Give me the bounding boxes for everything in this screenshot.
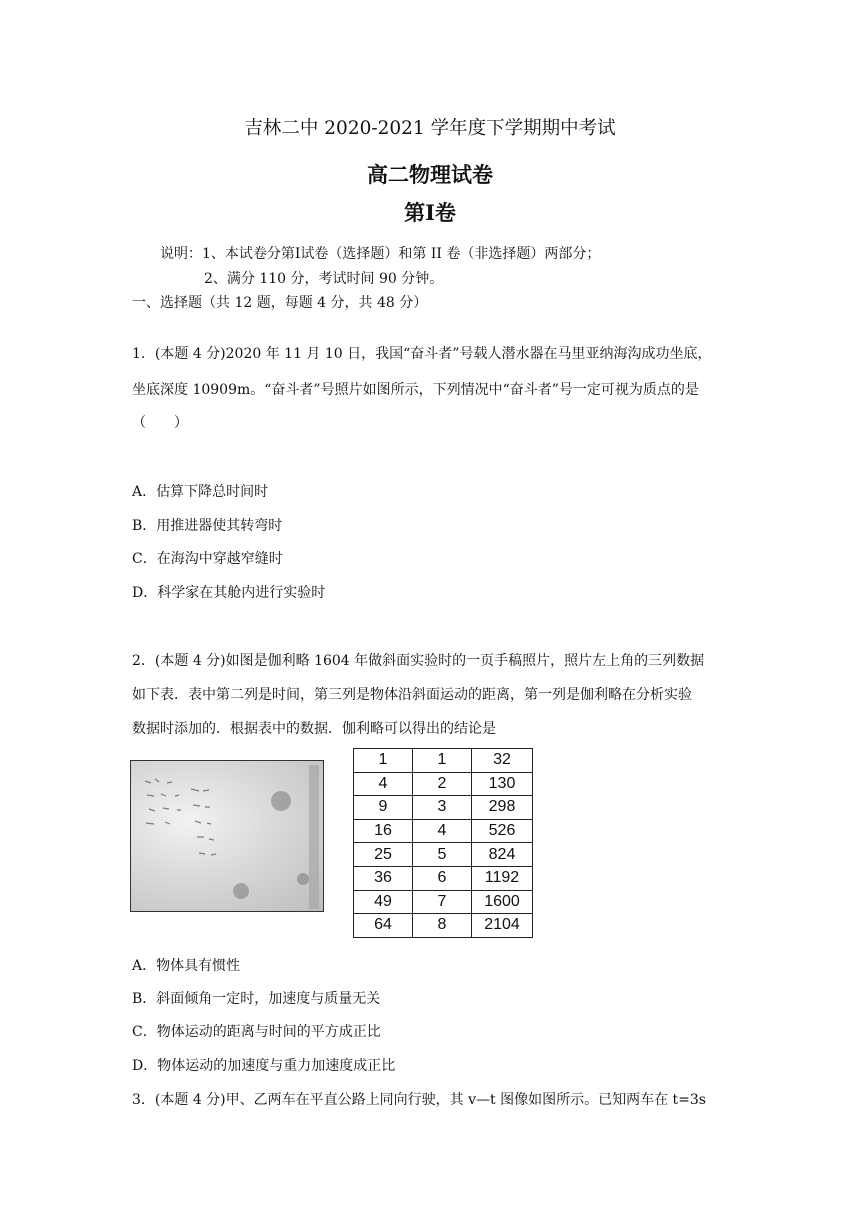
question-1-option-c: C．在海沟中穿越窄缝时 — [132, 551, 283, 567]
question-2-option-b: B．斜面倾角一定时，加速度与质量无关 — [132, 991, 381, 1007]
table-cell: 32 — [472, 749, 533, 773]
question-2-line-1: 2．(本题 4 分)如图是伽利略 1604 年做斜面实验时的一页手稿照片，照片左上角的三列数据 — [132, 653, 705, 669]
table-cell: 2 — [413, 772, 472, 796]
question-1-line-1: 1．(本题 4 分)2020 年 11 月 10 日，我国“奋斗者”号载人潜水器在马里亚纳海沟成功坐底， — [132, 346, 712, 362]
note-line-1: 说明：1、本试卷分第Ⅰ试卷（选择题）和第 II 卷（非选择题）两部分； — [160, 246, 601, 262]
table-cell: 6 — [413, 866, 472, 890]
exam-title: 高二物理试卷 — [367, 162, 493, 187]
galileo-data-table — [353, 748, 533, 938]
question-2-line-3: 数据时添加的．根据表中的数据．伽利略可以得出的结论是 — [132, 721, 496, 737]
note-line-2: 2、满分 110 分，考试时间 90 分钟。 — [204, 271, 444, 287]
section-heading: 一、选择题（共 12 题，每题 4 分，共 48 分） — [132, 295, 428, 311]
table-cell: 7 — [413, 890, 472, 914]
table-cell: 130 — [472, 772, 533, 796]
table-row — [354, 796, 533, 820]
table-cell: 526 — [472, 819, 533, 843]
question-2-option-c: C．物体运动的距离与时间的平方成正比 — [132, 1024, 381, 1040]
table-cell: 1 — [413, 749, 472, 773]
question-2-line-2: 如下表．表中第二列是时间，第三列是物体沿斜面运动的距离，第一列是伽利略在分析实验 — [132, 687, 692, 703]
table-cell: 4 — [354, 772, 413, 796]
table-row — [354, 819, 533, 843]
question-1-line-2: 坐底深度 10909m。“奋斗者”号照片如图所示，下列情况中“奋斗者”号一定可视为质点的是 — [132, 382, 699, 398]
table-cell: 824 — [472, 843, 533, 867]
table-cell: 36 — [354, 866, 413, 890]
school-exam-line: 吉林二中 2020-2021 学年度下学期期中考试 — [244, 118, 616, 139]
table-cell: 8 — [413, 914, 472, 938]
table-cell: 1 — [354, 749, 413, 773]
table-cell: 9 — [354, 796, 413, 820]
table-row — [354, 843, 533, 867]
table-cell: 1192 — [472, 866, 533, 890]
table-cell: 5 — [413, 843, 472, 867]
question-1-option-d: D．科学家在其舱内进行实验时 — [132, 585, 326, 601]
table-cell: 16 — [354, 819, 413, 843]
question-1-line-3: （ ） — [132, 415, 188, 431]
table-cell: 4 — [413, 819, 472, 843]
table-row — [354, 749, 533, 773]
table-cell: 49 — [354, 890, 413, 914]
table-row — [354, 890, 533, 914]
table-cell: 3 — [413, 796, 472, 820]
question-1-option-b: B．用推进器使其转弯时 — [132, 518, 283, 534]
table-row — [354, 866, 533, 890]
table-cell: 2104 — [472, 914, 533, 938]
table-row — [354, 772, 533, 796]
table-cell: 1600 — [472, 890, 533, 914]
table-cell: 64 — [354, 914, 413, 938]
volume-title: 第Ⅰ卷 — [404, 200, 456, 225]
question-2-option-d: D．物体运动的加速度与重力加速度成正比 — [132, 1058, 396, 1074]
table-cell: 298 — [472, 796, 533, 820]
table-cell: 25 — [354, 843, 413, 867]
table-row — [354, 914, 533, 938]
manuscript-photo — [130, 760, 324, 912]
question-2-option-a: A．物体具有惯性 — [132, 958, 241, 974]
question-3-line-1: 3．(本题 4 分)甲、乙两车在平直公路上同向行驶，其 v—t 图像如图所示。已知两车在 t=3s — [132, 1092, 706, 1108]
question-1-option-a: A．估算下降总时间时 — [132, 484, 269, 500]
